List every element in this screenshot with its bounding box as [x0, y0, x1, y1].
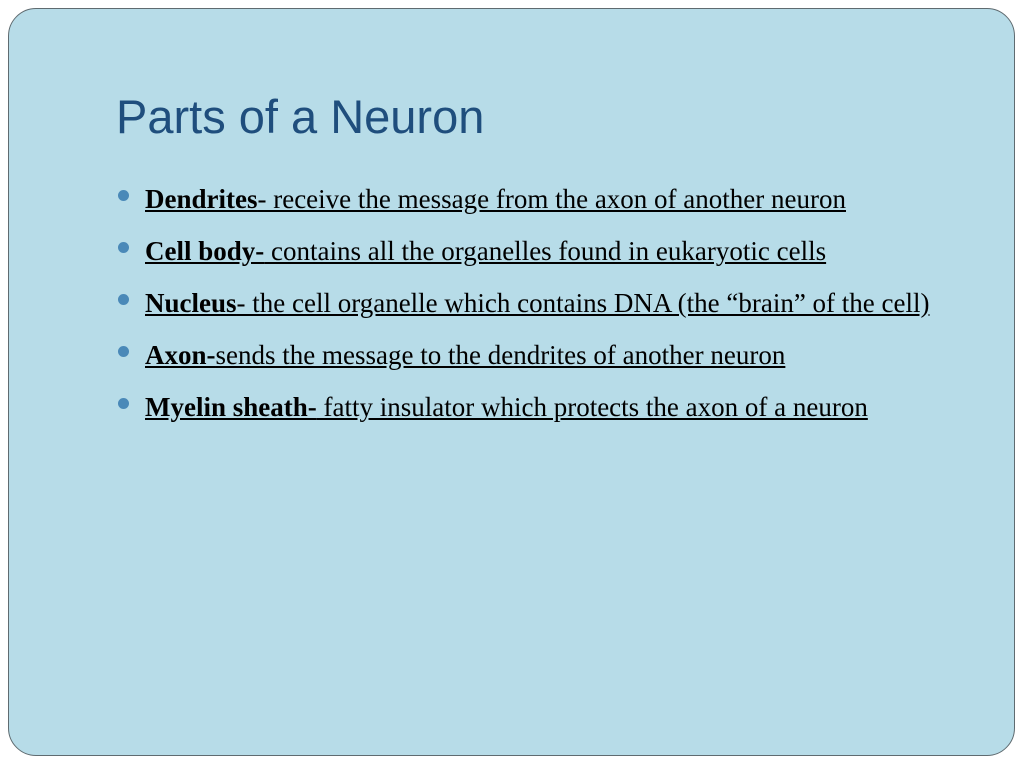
- bullet-term: Cell body-: [145, 236, 265, 266]
- bullet-item-myelin-sheath: [116, 385, 966, 430]
- bullet-description: contains all the organelles found in eukaryotic cells: [264, 236, 827, 266]
- bullet-dot-icon: [118, 346, 129, 357]
- bullet-description: - receive the message from the axon of another neuron: [257, 184, 846, 214]
- bullet-description: fatty insulator which protects the axon of a neuron: [316, 392, 868, 422]
- bullet-dot-icon: [118, 242, 129, 253]
- bullet-item-dendrites: [116, 177, 966, 222]
- slide-title: Parts of a Neuron: [116, 90, 485, 143]
- bullet-description: - the cell organelle which contains DNA (the “brain” of the cell): [236, 288, 930, 318]
- bullet-dot-icon: [118, 190, 129, 201]
- bullet-description: sends the message to the dendrites of another neuron: [215, 340, 786, 370]
- bullet-item-cell-body: [116, 229, 966, 274]
- bullet-dot-icon: [118, 398, 129, 409]
- bullet-term: Nucleus: [145, 288, 237, 318]
- bullet-item-axon: [116, 333, 966, 378]
- bullet-term: Axon-: [145, 340, 216, 370]
- bullet-dot-icon: [118, 294, 129, 305]
- bullet-list: [116, 177, 966, 437]
- slide: [8, 8, 1015, 756]
- bullet-term: Myelin sheath-: [145, 392, 317, 422]
- bullet-term: Dendrites: [145, 184, 258, 214]
- bullet-item-nucleus: [116, 281, 966, 326]
